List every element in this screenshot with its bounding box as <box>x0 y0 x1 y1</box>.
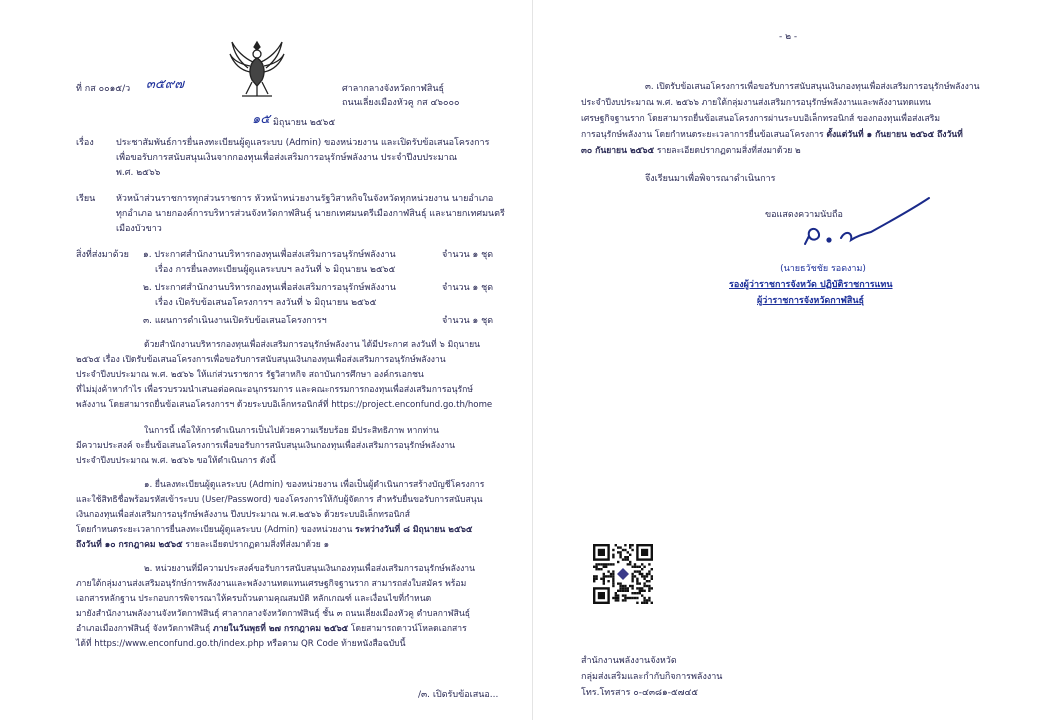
item-2-text <box>76 622 467 636</box>
para-3-deadline-start: ตั้งแต่วันที่ ๑ กันยายน ๒๕๖๕ ถึงวันที่ <box>826 130 963 140</box>
garuda-emblem-icon <box>228 38 286 100</box>
item-1-text: ๑. ยื่นลงทะเบียนผู้ดูแลระบบ (Admin) ของหน่วยงาน เพื่อเป็นผู้ดำเนินการสร้างบัญชีโครงการ <box>144 480 485 490</box>
body-paragraph-1: ด้วยสำนักงานบริหารกองทุนเพื่อส่งเสริมการอนุรักษ์พลังงาน ได้มีประกาศ ลงวันที่ ๖ มิถุนายน <box>144 340 481 350</box>
item-1-text: และใช้สิทธิชื่อพร้อมรหัสเข้าระบบ (User/Password) ของโครงการให้กับผู้จัดการ สำหรับยื่นขอรับการสนับสนุน <box>76 495 483 505</box>
closing-request: จึงเรียนมาเพื่อพิจารณาดำเนินการ <box>645 174 776 184</box>
body-paragraph-3: ประจำปีงบประมาณ พ.ศ. ๒๕๖๖ ภายใต้กลุ่มงานส่งเสริมการอนุรักษ์พลังงานและพลังงานทดแทน <box>581 98 931 108</box>
qr-code-icon <box>593 544 653 604</box>
body-paragraph-3: เศรษฐกิจฐานราก โดยสามารถยื่นข้อเสนอโครงการผ่านระบบอิเล็กทรอนิกส์ ของกองทุนเพื่อส่งเสริม <box>581 114 941 124</box>
subject-line: ประชาสัมพันธ์การยื่นลงทะเบียนผู้ดูแลระบบ (Admin) ของหน่วยงาน และเปิดรับข้อเสนอโครงการ <box>116 138 490 148</box>
signer-name: (นายธวัชชัย รอดงาม) <box>780 264 866 274</box>
office-name: ศาลากลางจังหวัดกาฬสินธุ์ <box>342 84 445 94</box>
enclosure-item: ๓. แผนการดำเนินงานเปิดรับข้อเสนอโครงการฯ <box>143 316 327 326</box>
item-1-text <box>76 523 472 537</box>
body-paragraph-3: ๓. เปิดรับข้อเสนอโครงการเพื่อขอรับการสนับสนุนเงินกองทุนเพื่อส่งเสริมการอนุรักษ์พลังงาน <box>645 82 980 92</box>
item-1-text <box>76 538 329 552</box>
enclosure-item: ๑. ประกาศสำนักงานบริหารกองทุนเพื่อส่งเสริมการอนุรักษ์พลังงาน <box>143 250 396 260</box>
subject-line: พ.ศ. ๒๕๖๖ <box>116 168 161 178</box>
item-2-text: ๒. หน่วยงานที่มีความประสงค์ขอรับการสนับสนุนเงินกองทุนเพื่อส่งเสริมการอนุรักษ์พลังงาน <box>144 564 475 574</box>
document-date: มิถุนายน ๒๕๖๕ <box>273 118 336 128</box>
to-line: ทุกอำเภอ นายกองค์การบริหารส่วนจังหวัดกาฬสินธุ์ นายกเทศมนตรีเมืองกาฬสินธุ์ และนายกเทศมนตรี <box>116 209 505 219</box>
enclosure-item: ๒. ประกาศสำนักงานบริหารกองทุนเพื่อส่งเสริมการอนุรักษ์พลังงาน <box>143 283 396 293</box>
item-1-period-text: โดยกำหนดระยะเวลาการยื่นลงทะเบียนผู้ดูแลระบบ (Admin) ของหน่วยงาน <box>76 525 353 535</box>
body-paragraph-3 <box>581 128 963 142</box>
para-3-tail: รายละเอียดปรากฏตามสิ่งที่ส่งมาด้วย ๒ <box>656 146 801 156</box>
enclosure-quantity: จำนวน ๑ ชุด <box>442 250 494 260</box>
closing-salutation: ขอแสดงความนับถือ <box>765 210 843 220</box>
body-paragraph-1: ที่ไม่มุ่งค้าหากำไร เพื่อรวบรวมนำเสนอต่อคณะอนุกรรมการ และคณะกรรมการกองทุนเพื่อส่งเสริมการอนุรักษ์ <box>76 385 473 395</box>
office-address: ถนนเลี่ยงเมืองหัวคู กส ๔๖๐๐๐ <box>342 98 460 108</box>
subject-line: เพื่อขอรับการสนับสนุนเงินจากกองทุนเพื่อส่งเสริมการอนุรักษ์พลังงาน ประจำปีงบประมาณ <box>116 153 458 163</box>
continued-marker: /๓. เปิดรับข้อเสนอ... <box>418 690 499 700</box>
para-3-deadline-end: ๓๐ กันยายน ๒๕๖๕ <box>581 146 655 156</box>
enclosure-detail: เรื่อง เปิดรับข้อเสนอโครงการฯ ลงวันที่ ๖ มิถุนายน ๒๕๖๕ <box>155 298 377 308</box>
page-number: - ๒ - <box>779 32 798 42</box>
signature-icon <box>799 196 939 254</box>
signer-title: ผู้ว่าราชการจังหวัดกาฬสินธุ์ <box>757 296 865 306</box>
date-day-handwritten: ๑๕ <box>252 112 271 127</box>
enclosure-detail: เรื่อง การยื่นลงทะเบียนผู้ดูแลระบบฯ ลงวันที่ ๖ มิถุนายน ๒๕๖๕ <box>155 265 396 275</box>
item-2-text: ได้ที่ https://www.enconfund.go.th/index.php หรือตาม QR Code ท้ายหนังสือฉบับนี้ <box>76 639 406 649</box>
item-2-deadline: ภายในวันพุธที่ ๒๗ กรกฎาคม ๒๕๖๕ <box>213 624 349 634</box>
item-2-text: เอกสารหลักฐาน ประกอบการพิจารณาให้ครบถ้วนตามคุณสมบัติ หลักเกณฑ์ และเงื่อนไขที่กำหนด <box>76 594 432 604</box>
body-paragraph-1: ประจำปีงบประมาณ พ.ศ. ๒๕๖๖ ให้แก่ส่วนราชการ รัฐวิสาหกิจ สถาบันการศึกษา องค์กรเอกชน <box>76 370 424 380</box>
item-1-text: เงินกองทุนเพื่อส่งเสริมการอนุรักษ์พลังงาน ปีงบประมาณ พ.ศ.๒๕๖๖ ด้วยระบบอิเล็กทรอนิกส์ <box>76 510 410 520</box>
body-paragraph-2: ประจำปีงบประมาณ พ.ศ. ๒๕๖๖ ขอให้ดำเนินการ ดังนี้ <box>76 456 276 466</box>
item-1-deadline-end: ถึงวันที่ ๑๐ กรกฎาคม ๒๕๖๕ <box>76 540 183 550</box>
to-label: เรียน <box>76 194 96 204</box>
body-paragraph-3 <box>581 144 801 158</box>
body-paragraph-1: ๒๕๖๕ เรื่อง เปิดรับข้อเสนอโครงการเพื่อขอรับการสนับสนุนเงินกองทุนเพื่อส่งเสริมการอนุรักษ์พลังงาน <box>76 355 446 365</box>
subject-label: เรื่อง <box>76 138 94 148</box>
footer-group: กลุ่มส่งเสริมและกำกับกิจการพลังงาน <box>581 672 723 682</box>
document-number-handwritten: ๓๕๙๗ <box>146 77 185 92</box>
body-paragraph-2: มีความประสงค์ จะยื่นข้อเสนอโครงการเพื่อขอรับการสนับสนุนเงินกองทุนเพื่อส่งเสริมการอนุรักษ์พลังงาน <box>76 441 456 451</box>
enclosures-label: สิ่งที่ส่งมาด้วย <box>76 250 129 260</box>
document-number-label: ที่ กส ๐๐๑๕/ว <box>76 84 131 94</box>
item-2-tail: โดยสามารถดาวน์โหลดเอกสาร <box>350 624 467 634</box>
item-2-text: มายังสำนักงานพลังงานจังหวัดกาฬสินธุ์ ศาลากลางจังหวัดกาฬสินธุ์ ชั้น ๓ ถนนเลี่ยงเมืองหัวคู ตำบลกาฬสินธุ์ <box>76 609 471 619</box>
item-2-text: ภายใต้กลุ่มงานส่งเสริมอนุรักษ์การพลังงานและพลังงานทดแทนเศรษฐกิจฐานราก สามารถส่งใบสมัคร พร้อม <box>76 579 467 589</box>
signer-title: รองผู้ว่าราชการจังหวัด ปฏิบัติราชการแทน <box>729 280 893 290</box>
item-2-location: อำเภอเมืองกาฬสินธุ์ จังหวัดกาฬสินธุ์ <box>76 624 211 634</box>
item-1-tail: รายละเอียดปรากฏตามสิ่งที่ส่งมาด้วย ๑ <box>185 540 330 550</box>
enclosure-quantity: จำนวน ๑ ชุด <box>442 283 494 293</box>
item-1-deadline-start: ระหว่างวันที่ ๘ มิถุนายน ๒๕๖๕ <box>355 525 473 535</box>
letter-page-2 <box>532 0 1040 720</box>
enclosure-quantity: จำนวน ๑ ชุด <box>442 316 494 326</box>
para-3-period-text: การอนุรักษ์พลังงาน โดยกำหนดระยะเวลาการยื่นข้อเสนอโครงการ <box>581 130 824 140</box>
footer-office: สำนักงานพลังงานจังหวัด <box>581 656 677 666</box>
to-line: หัวหน้าส่วนราชการทุกส่วนราชการ หัวหน้าหน่วยงานรัฐวิสาหกิจในจังหวัดทุกหน่วยงาน นายอำเภอ <box>116 194 494 204</box>
body-paragraph-2: ในการนี้ เพื่อให้การดำเนินการเป็นไปด้วยความเรียบร้อย มีประสิทธิภาพ หากท่าน <box>144 426 439 436</box>
body-paragraph-1: พลังงาน โดยสามารถยื่นข้อเสนอโครงการฯ ด้วยระบบอิเล็กทรอนิกส์ที่ https://project.enconfund.go.th/home <box>76 400 493 410</box>
footer-phone: โทร.โทรสาร ๐-๔๓๘๑-๕๗๔๕ <box>581 688 699 698</box>
to-line: เมืองบัวขาว <box>116 224 162 234</box>
